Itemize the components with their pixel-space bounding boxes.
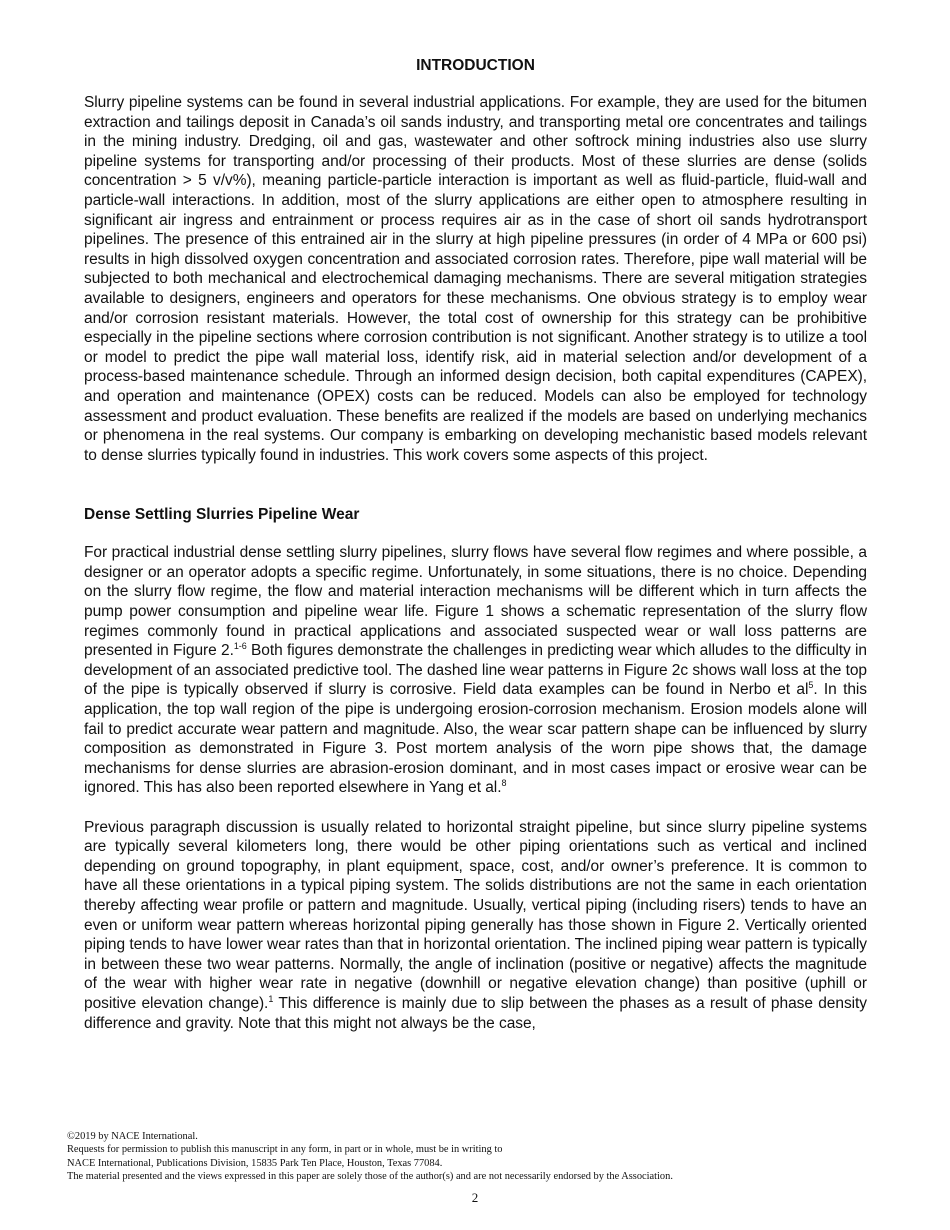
citation-ref-8: 8: [501, 778, 507, 789]
subsection-title: Dense Settling Slurries Pipeline Wear: [84, 506, 360, 524]
orientation-paragraph-part1: Previous paragraph discussion is usually related to horizontal straight pipeline, but since slurry pipeline systems are typically several kilometers long, there would be other piping orientations such as vertical and inclined depending on ground topography, in plant equipment, space, cost, and/or owner’s preference. It is common to have all these orientations in a typical piping system. The solids distributions are not the same in each orientation thereby affecting wear profile or pattern and magnitude. Usually, vertical piping (including risers) tends to have an even or uniform wear pattern whereas horizontal piping generally has those shown in Figure 2. Vertically oriented piping tends to have lower wear rates than that in horizontal orientation. The inclined piping wear pattern is typically in between these two wear patterns. Normally, the angle of inclination (positive or negative) affects the magnitude of the wear with higher wear rate in negative (downhill or negative elevation change) than positive (uphill or positive elevation change).: [84, 818, 867, 1012]
page-footer: [67, 1130, 887, 1184]
wear-paragraph-part1: For practical industrial dense settling slurry pipelines, slurry flows have several flow regimes and where possible, a designer or an operator adopts a specific regime. Unfortunately, in some situations, there is no choice. Depending on the slurry flow regime, the flow and material interaction mechanisms will be different which in turn affects the pump power consumption and pipeline wear life. Figure 1 shows a schematic representation of the slurry flow regimes commonly found in practical applications and associated suspected wear or wall loss patterns are presented in Figure 2.: [84, 544, 867, 660]
footer-permission: Requests for permission to publish this manuscript in any form, in part or in whole, must be in writing to: [67, 1144, 503, 1156]
wear-paragraph: [84, 543, 867, 798]
citation-ref-5: 5: [808, 680, 814, 691]
wear-paragraph-part2: Both figures demonstrate the challenges in predicting wear which alludes to the difficulty in development of an associated predictive tool. The dashed line wear patterns in Figure 2c shows wall loss at the top of the pipe is typically observed if slurry is corrosive. Field data examples can be found in Nerbo et al: [84, 642, 867, 699]
page-number: 2: [471, 1190, 479, 1205]
paper-page: [84, 56, 867, 1033]
footer-disclaimer: The material presented and the views expressed in this paper are solely those of the author(s) and are not necessarily endorsed by the Association.: [67, 1171, 673, 1183]
footer-address: NACE International, Publications Division, 15835 Park Ten Place, Houston, Texas 77084.: [67, 1157, 443, 1169]
citation-ref-1-6: 1-6: [233, 641, 247, 652]
citation-ref-1: 1: [268, 993, 274, 1004]
orientation-paragraph-part2: This difference is mainly due to slip between the phases as a result of phase density difference and gravity. Note that this might not always be the case,: [84, 994, 867, 1032]
intro-paragraph: Slurry pipeline systems can be found in several industrial applications. For example, they are used for the bitumen extraction and tailings deposit in Canada’s oil sands industry, and transporting metal ore concentrates and tailings in the mining industry. Dredging, oil and gas, wastewater and other softrock mining industries also use slurry pipeline systems for transporting and/or processing of their products. Most of these slurries are dense (solids concentration > 5 v/v%), meaning particle-particle interaction is important as well as fluid-particle, fluid-wall and particle-wall interactions. In addition, most of the slurry applications are either open to atmosphere resulting in significant air ingress and entrainment or process requires air as in the case of short oil sands hydrotransport pipelines. The presence of this entrained air in the slurry at high pipeline pressures (in order of 4 MPa or 600 psi) results in high dissolved oxygen concentration and associated corrosion rates. Therefore, pipe wall material will be subjected to both mechanical and electrochemical damaging mechanisms. There are several mitigation strategies available to designers, engineers and operators for these mechanisms. One obvious strategy is to employ wear and/or corrosion resistant materials. However, the total cost of ownership for this strategy can be prohibitive especially in the pipeline sections where corrosion contribution is not significant. Another strategy is to utilize a tool or model to predict the pipe wall material loss, identify risk, aid in material selection and/or development of a process-based maintenance schedule. Through an informed design decision, both capital expenditures (CAPEX), and operation and maintenance (OPEX) costs can be reduced. Models can also be employed for technology assessment and product evaluation. These benefits are realized if the models are based on underlying mechanics or phenomena in the real systems. Our company is embarking on developing mechanistic based models relevant to dense slurries typically found in industries. This work covers some aspects of this project.: [84, 94, 867, 464]
orientation-paragraph: [84, 818, 867, 1034]
section-title: INTRODUCTION: [416, 57, 535, 74]
footer-copyright: ©2019 by NACE International.: [67, 1131, 198, 1142]
wear-paragraph-part3: . In this application, the top wall region of the pipe is undergoing erosion-corrosion mechanism. Erosion models alone will fail to predict accurate wear pattern and magnitude. Also, the wear scar pattern shape can be influenced by slurry composition as demonstrated in Figure 3. Post mortem analysis of the worn pipe shows that, the damage mechanisms for dense slurries are abrasion-erosion dominant, and in most cases impact or erosive wear can be ignored. This has also been reported elsewhere in Yang et al.: [84, 681, 867, 797]
